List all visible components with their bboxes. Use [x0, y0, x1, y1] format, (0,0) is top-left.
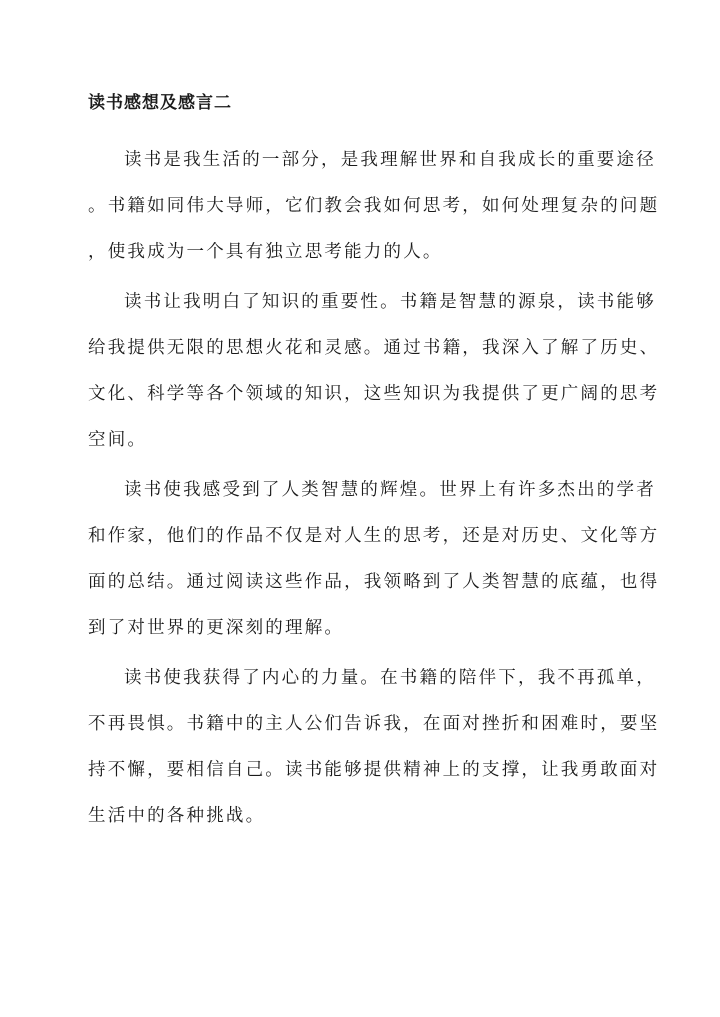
paragraph-2 [88, 279, 660, 463]
paragraph-line: 空间。 [88, 430, 148, 450]
paragraph-line: 读书使我感受到了人类智慧的辉煌。世界上有许多杰出的学者 [124, 480, 656, 500]
paragraph-line: 读书使我获得了内心的力量。在书籍的陪伴下，我不再孤单， [124, 668, 656, 688]
paragraph-line: 生活中的各种挑战。 [88, 806, 266, 826]
document-title: 读书感想及感言二 [88, 93, 232, 113]
paragraph-line: 持不懈，要相信自己。读书能够提供精神上的支撑，让我勇敢面对 [88, 760, 660, 780]
paragraph-line: 给我提供无限的思想火花和灵感。通过书籍，我深入了解了历史、 [88, 338, 660, 358]
paragraph-line: 到了对世界的更深刻的理解。 [88, 618, 345, 638]
paragraph-line: 读书是我生活的一部分，是我理解世界和自我成长的重要途径 [124, 150, 656, 170]
paragraph-line: 和作家，他们的作品不仅是对人生的思考，还是对历史、文化等方 [88, 526, 660, 546]
paragraph-1 [88, 137, 660, 275]
paragraph-4 [88, 655, 660, 839]
paragraph-line: ，使我成为一个具有独立思考能力的人。 [88, 242, 443, 262]
paragraph-line: 面的总结。通过阅读这些作品，我领略到了人类智慧的底蕴，也得 [88, 572, 660, 592]
paragraph-line: 。书籍如同伟大导师，它们教会我如何思考，如何处理复杂的问题 [88, 196, 660, 216]
paragraph-line: 文化、科学等各个领域的知识，这些知识为我提供了更广阔的思考 [88, 384, 660, 404]
paragraph-3 [88, 467, 660, 651]
paragraph-line: 读书让我明白了知识的重要性。书籍是智慧的源泉，读书能够 [124, 292, 656, 312]
paragraph-line: 不再畏惧。书籍中的主人公们告诉我，在面对挫折和困难时，要坚 [88, 714, 660, 734]
